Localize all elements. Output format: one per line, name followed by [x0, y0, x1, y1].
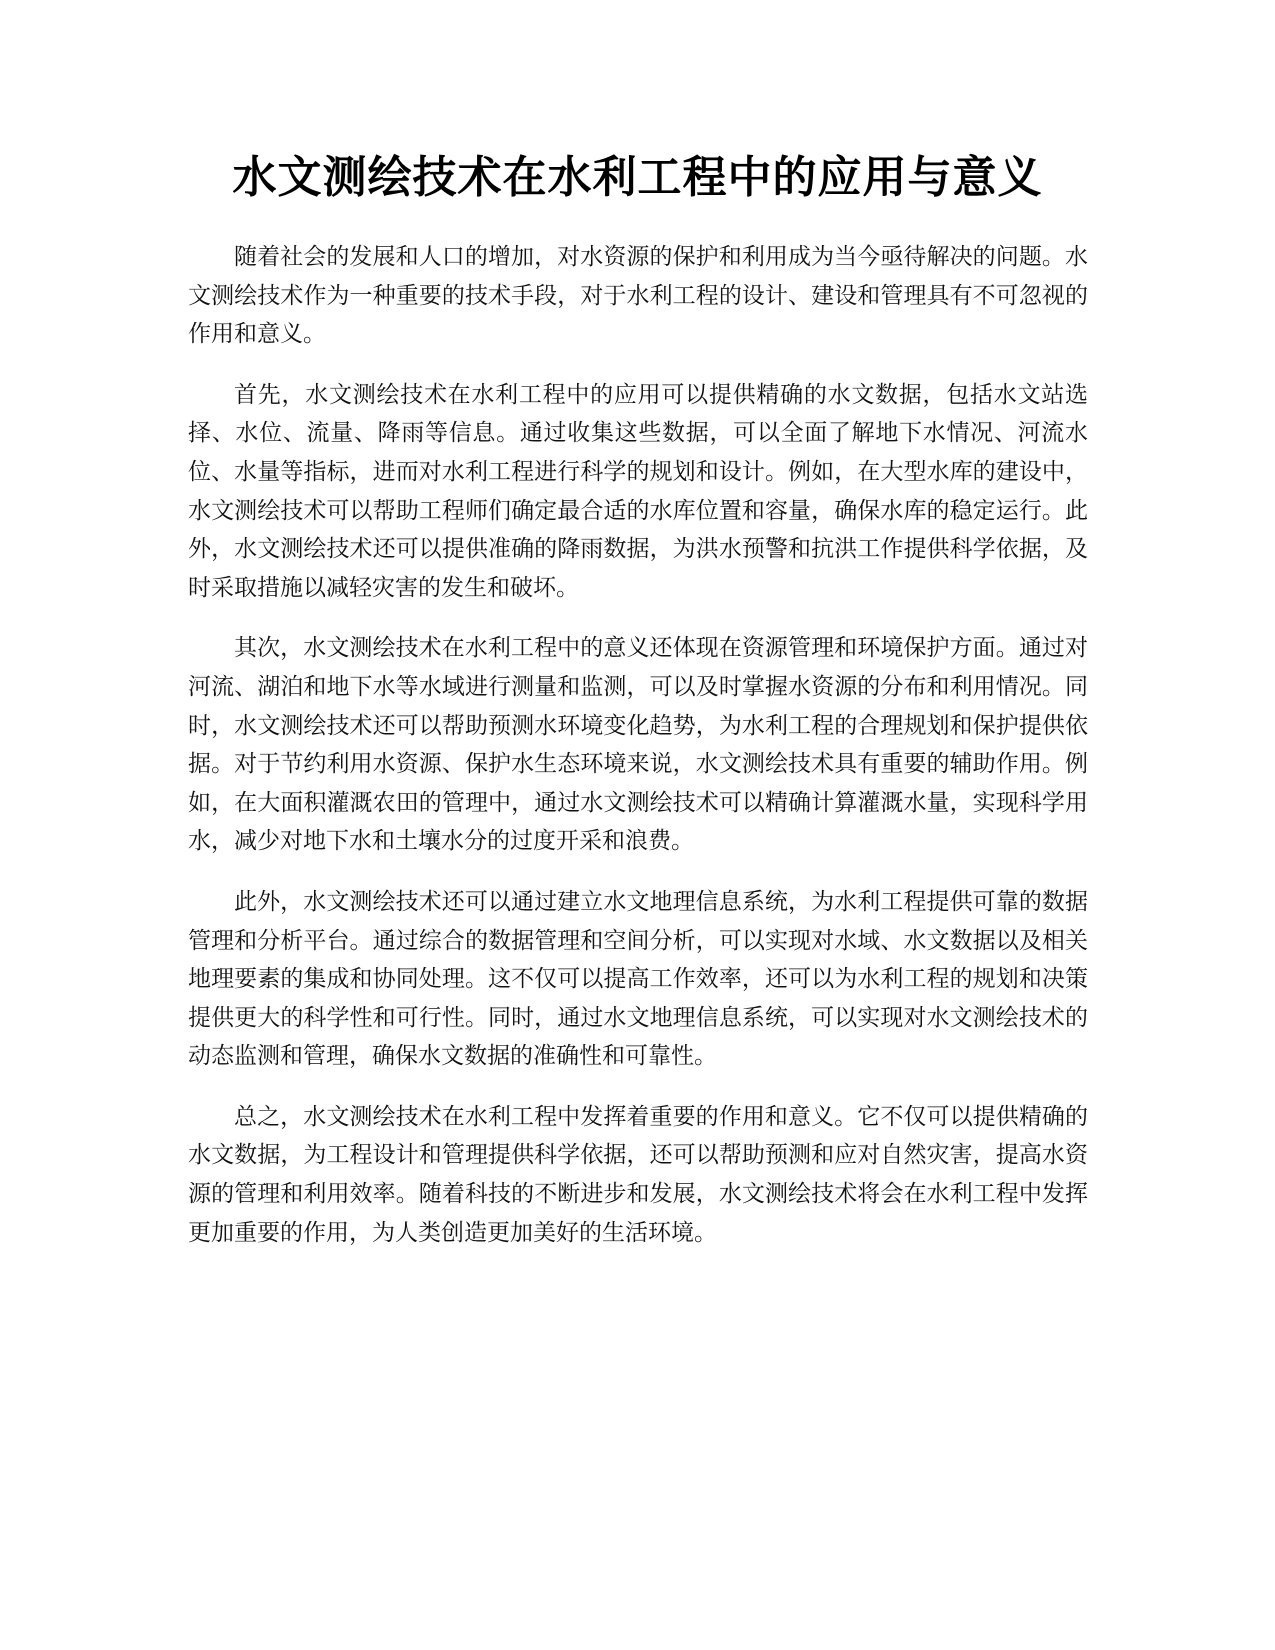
paragraph-4: 此外，水文测绘技术还可以通过建立水文地理信息系统，为水利工程提供可靠的数据管理和分析平台。通过综合的数据管理和空间分析，可以实现对水域、水文数据以及相关地理要素的集成和协同处理。这不仅可以提高工作效率，还可以为水利工程的规划和决策提供更大的科学性和可行性。同时，通过水文地理信息系统，可以实现对水文测绘技术的动态监测和管理，确保水文数据的准确性和可靠性。 — [188, 888, 1088, 1070]
document-body — [188, 238, 1088, 1274]
paragraph-3: 其次，水文测绘技术在水利工程中的意义还体现在资源管理和环境保护方面。通过对河流、湖泊和地下水等水域进行测量和监测，可以及时掌握水资源的分布和利用情况。同时，水文测绘技术还可以帮助预测水环境变化趋势，为水利工程的合理规划和保护提供依据。对于节约利用水资源、保护水生态环境来说，水文测绘技术具有重要的辅助作用。例如，在大面积灌溉农田的管理中，通过水文测绘技术可以精确计算灌溉水量，实现科学用水，减少对地下水和土壤水分的过度开采和浪费。 — [188, 635, 1088, 855]
paragraph-5: 总之，水文测绘技术在水利工程中发挥着重要的作用和意义。它不仅可以提供精确的水文数据，为工程设计和管理提供科学依据，还可以帮助预测和应对自然灾害，提高水资源的管理和利用效率。随着科技的不断进步和发展，水文测绘技术将会在水利工程中发挥更加重要的作用，为人类创造更加美好的生活环境。 — [188, 1103, 1088, 1246]
paragraph-1: 随着社会的发展和人口的增加，对水资源的保护和利用成为当今亟待解决的问题。水文测绘技术作为一种重要的技术手段，对于水利工程的设计、建设和管理具有不可忽视的作用和意义。 — [188, 244, 1088, 348]
paragraph-2: 首先，水文测绘技术在水利工程中的应用可以提供精确的水文数据，包括水文站选择、水位、流量、降雨等信息。通过收集这些数据，可以全面了解地下水情况、河流水位、水量等指标，进而对水利工程进行科学的规划和设计。例如，在大型水库的建设中，水文测绘技术可以帮助工程师们确定最合适的水库位置和容量，确保水库的稳定运行。此外，水文测绘技术还可以提供准确的降雨数据，为洪水预警和抗洪工作提供科学依据，及时采取措施以减轻灾害的发生和破坏。 — [188, 381, 1088, 601]
document-title: 水文测绘技术在水利工程中的应用与意义 — [232, 152, 1043, 203]
